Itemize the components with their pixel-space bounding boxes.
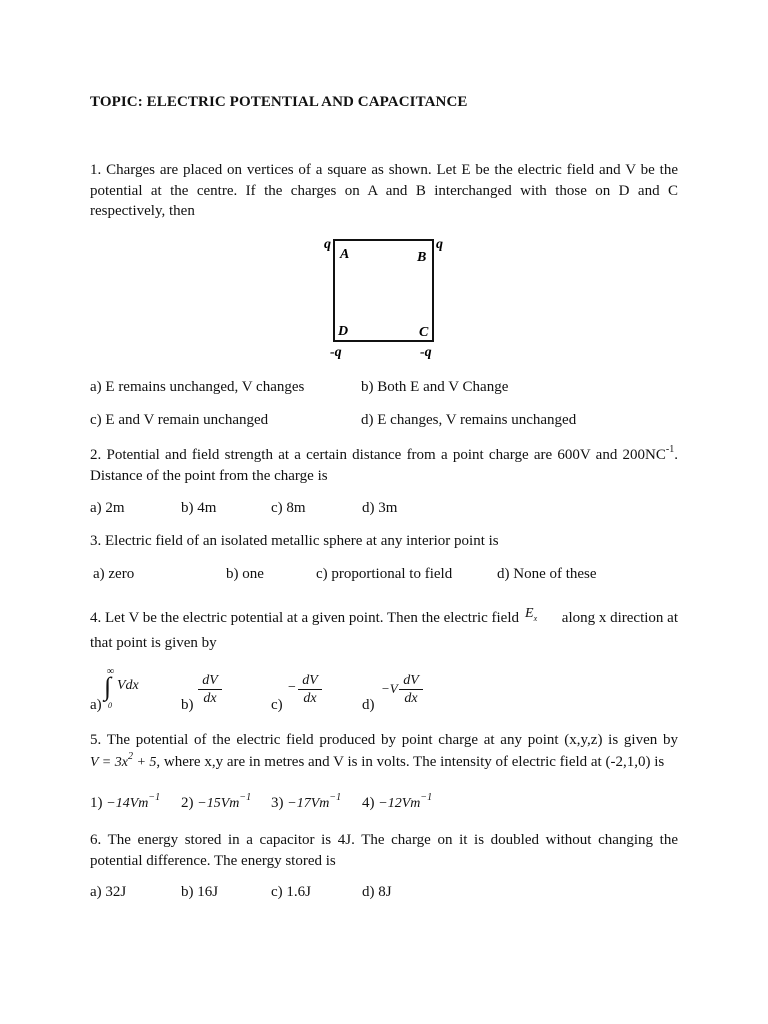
question-3-text: 3. Electric field of an isolated metallic sphere at any interior point is [90,533,499,549]
charge-bottom-left: -q [330,345,342,360]
question-4-option-a-label: a) [90,697,102,713]
option-c-sign: − [288,680,296,695]
question-6-line-1: 6. The energy stored in a capacitor is 4J. The charge on it is doubled without changing the [90,832,678,848]
question-5-line-2: $V = 3x^2 + 5$, where x,y are in metres and V is in volts. The intensity of electric field at (-2,1,0) is [90,750,665,770]
question-1-option-b: b) Both E and V Change [361,379,509,395]
question-1-line-2: potential at the centre. If the charges on A and B interchanged with those on D and C [90,182,678,199]
option-d-fraction: dV dx [399,672,423,707]
question-1-line-1: 1. Charges are placed on vertices of a square as shown. Let E be the electric field and V be the [90,162,678,178]
question-1-text [90,160,678,222]
question-4-option-c-label: c) [271,697,283,713]
question-2-option-b: b) 4m [181,500,217,516]
label-d: D [338,324,349,339]
square-charge-diagram [318,232,453,362]
question-2-text [90,445,678,486]
question-3-option-c: c) proportional to field [316,566,453,582]
label-a: A [340,247,350,262]
question-5-line-1: 5. The potential of the electric field produced by point charge at any point (x,y,z) is given by [90,732,678,748]
potential-formula: $V = 3x^2 + 5$ [90,750,157,770]
question-3-option-d: d) None of these [497,566,597,582]
question-4-option-d-label: d) [362,697,375,713]
question-5-option-2: $2) -15Vm^{-1}$ [181,792,252,811]
question-5-option-4: $4) -12Vm^{-1}$ [362,792,433,811]
integral-sign: ∫ [104,672,112,701]
question-1-option-d: d) E changes, V remains unchanged [361,412,577,428]
option-c-fraction: dV dx [298,672,322,707]
question-5-option-1: $1) -14Vm^{-1}$ [90,792,161,811]
charge-top-right: q [436,237,443,252]
integral-upper-limit: ∞ [107,666,115,677]
question-3-option-b: b) one [226,566,264,582]
page-title: TOPIC: ELECTRIC POTENTIAL AND CAPACITANCE [90,94,468,110]
question-4-option-b-label: b) [181,697,194,713]
question-4-line-1: 4. Let V be the electric potential at a given point. Then the electric field $E_x$ along x direction at [90,608,678,633]
option-d-prefix: −V [381,681,398,696]
charge-bottom-right: -q [420,345,432,360]
question-6-option-c: c) 1.6J [271,884,311,900]
question-4-line-2: that point is given by [90,635,217,652]
question-2-option-c: c) 8m [271,500,306,516]
field-symbol: $E_x$ [525,606,538,623]
question-1-line-3: respectively, then [90,203,195,219]
question-6-option-b: b) 16J [181,884,219,900]
question-3-option-a: a) zero [93,566,135,582]
label-b: B [417,250,427,265]
question-1-option-a: a) E remains unchanged, V changes [90,379,305,395]
question-2-line-2: Distance of the point from the charge is [90,467,328,484]
charge-top-left: q [324,237,331,252]
question-1-option-c: c) E and V remain unchanged [90,412,269,428]
question-2-line-1: 2. Potential and field strength at a certain distance from a point charge are 600V and $200NC^{-1}$. [90,444,678,463]
question-2-option-d: d) 3m [362,500,398,516]
integral-lower-limit: 0 [108,701,112,710]
question-4-text [90,608,678,654]
option-b-fraction: dV dx [198,672,222,707]
integral-integrand: Vdx [117,678,139,693]
question-5-option-3: $3) -17Vm^{-1}$ [271,792,342,811]
question-6-text [90,830,678,871]
question-6-option-d: d) 8J [362,884,392,900]
question-2-option-a: a) 2m [90,500,125,516]
question-6-line-2: potential difference. The energy stored is [90,852,336,869]
question-5-text [90,730,678,773]
question-6-option-a: a) 32J [90,884,127,900]
label-c: C [419,325,429,340]
